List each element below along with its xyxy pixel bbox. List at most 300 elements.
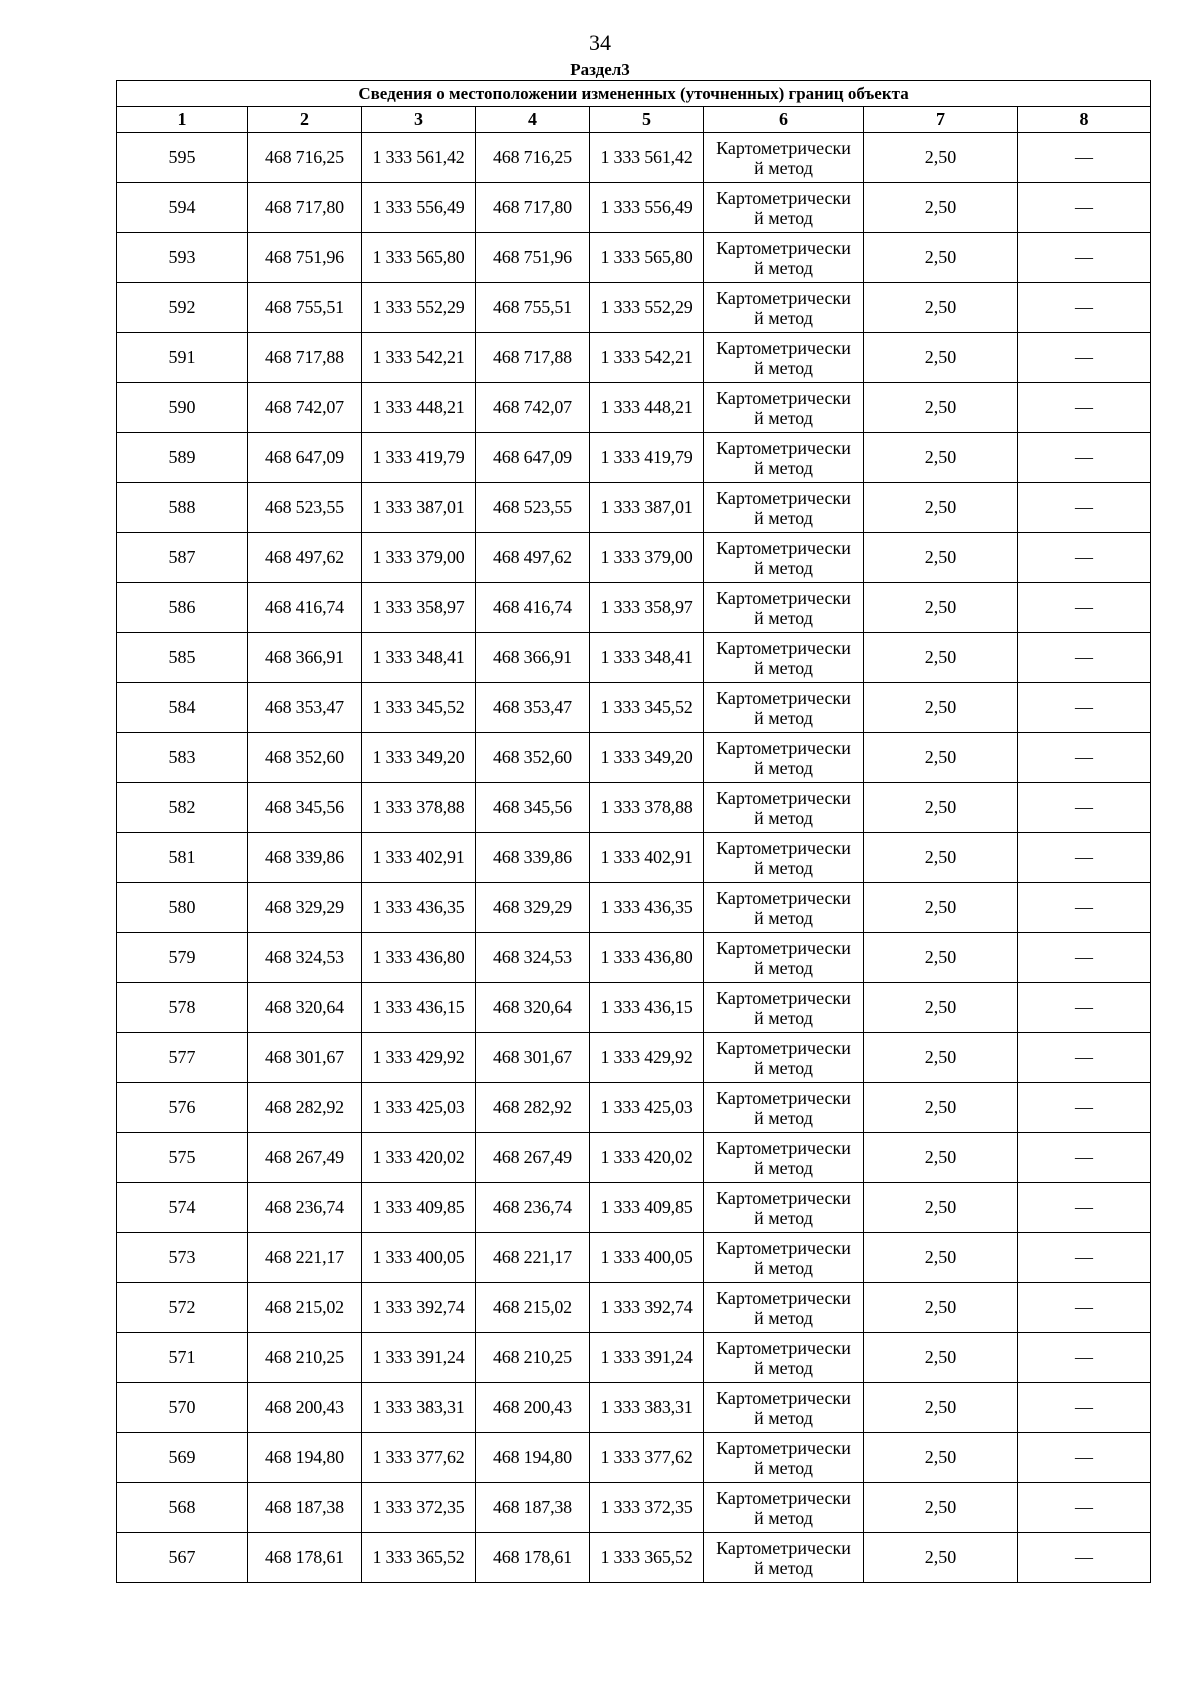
- table-row: [117, 933, 1151, 983]
- refined-y-cell: 1 333 400,05: [590, 1233, 704, 1283]
- method-line-1: Картометрически: [716, 387, 851, 408]
- refined-x-cell: 468 339,86: [476, 833, 590, 883]
- note-cell: —: [1018, 183, 1151, 233]
- method-line-2: й метод: [754, 557, 813, 578]
- existing-x-cell: 468 301,67: [248, 1033, 362, 1083]
- method-line-1: Картометрически: [716, 287, 851, 308]
- refined-x-cell: 468 267,49: [476, 1133, 590, 1183]
- existing-x-cell: 468 352,60: [248, 733, 362, 783]
- existing-y-cell: 1 333 378,88: [362, 783, 476, 833]
- table-body: [117, 133, 1151, 1583]
- method-cell: [704, 133, 864, 183]
- table-row: [117, 583, 1151, 633]
- existing-x-cell: 468 523,55: [248, 483, 362, 533]
- accuracy-cell: 2,50: [864, 1033, 1018, 1083]
- existing-x-cell: 468 215,02: [248, 1283, 362, 1333]
- existing-x-cell: 468 717,80: [248, 183, 362, 233]
- refined-x-cell: 468 221,17: [476, 1233, 590, 1283]
- method-line-2: й метод: [754, 757, 813, 778]
- note-cell: —: [1018, 533, 1151, 583]
- existing-x-cell: 468 210,25: [248, 1333, 362, 1383]
- method-line-2: й метод: [754, 657, 813, 678]
- method-cell: [704, 233, 864, 283]
- point-number-cell: 581: [117, 833, 248, 883]
- existing-y-cell: 1 333 383,31: [362, 1383, 476, 1433]
- accuracy-cell: 2,50: [864, 333, 1018, 383]
- table-caption: Сведения о местоположении измененных (уточненных) границ объекта: [117, 81, 1151, 107]
- method-line-2: й метод: [754, 1357, 813, 1378]
- accuracy-cell: 2,50: [864, 433, 1018, 483]
- refined-y-cell: 1 333 552,29: [590, 283, 704, 333]
- existing-y-cell: 1 333 556,49: [362, 183, 476, 233]
- note-cell: —: [1018, 1283, 1151, 1333]
- table-row: [117, 833, 1151, 883]
- refined-x-cell: 468 716,25: [476, 133, 590, 183]
- method-cell: [704, 433, 864, 483]
- method-line-2: й метод: [754, 407, 813, 428]
- column-number: 8: [1018, 107, 1151, 133]
- refined-x-cell: 468 345,56: [476, 783, 590, 833]
- accuracy-cell: 2,50: [864, 533, 1018, 583]
- existing-y-cell: 1 333 377,62: [362, 1433, 476, 1483]
- method-line-2: й метод: [754, 957, 813, 978]
- refined-y-cell: 1 333 392,74: [590, 1283, 704, 1333]
- point-number-cell: 580: [117, 883, 248, 933]
- refined-y-cell: 1 333 377,62: [590, 1433, 704, 1483]
- refined-x-cell: 468 497,62: [476, 533, 590, 583]
- point-number-cell: 594: [117, 183, 248, 233]
- method-line-2: й метод: [754, 257, 813, 278]
- accuracy-cell: 2,50: [864, 233, 1018, 283]
- accuracy-cell: 2,50: [864, 1283, 1018, 1333]
- accuracy-cell: 2,50: [864, 1233, 1018, 1283]
- refined-y-cell: 1 333 561,42: [590, 133, 704, 183]
- note-cell: —: [1018, 833, 1151, 883]
- refined-x-cell: 468 200,43: [476, 1383, 590, 1433]
- accuracy-cell: 2,50: [864, 933, 1018, 983]
- point-number-cell: 591: [117, 333, 248, 383]
- column-number: 3: [362, 107, 476, 133]
- point-number-cell: 593: [117, 233, 248, 283]
- refined-x-cell: 468 301,67: [476, 1033, 590, 1083]
- table-row: [117, 433, 1151, 483]
- point-number-cell: 572: [117, 1283, 248, 1333]
- note-cell: —: [1018, 283, 1151, 333]
- note-cell: —: [1018, 1383, 1151, 1433]
- point-number-cell: 584: [117, 683, 248, 733]
- method-line-2: й метод: [754, 1457, 813, 1478]
- method-line-1: Картометрически: [716, 837, 851, 858]
- accuracy-cell: 2,50: [864, 1383, 1018, 1433]
- method-line-2: й метод: [754, 1207, 813, 1228]
- table-row: [117, 1383, 1151, 1433]
- point-number-cell: 587: [117, 533, 248, 583]
- method-line-1: Картометрически: [716, 487, 851, 508]
- existing-y-cell: 1 333 409,85: [362, 1183, 476, 1233]
- method-line-2: й метод: [754, 707, 813, 728]
- method-line-1: Картометрически: [716, 237, 851, 258]
- existing-y-cell: 1 333 379,00: [362, 533, 476, 583]
- method-cell: [704, 1333, 864, 1383]
- refined-y-cell: 1 333 436,15: [590, 983, 704, 1033]
- existing-y-cell: 1 333 400,05: [362, 1233, 476, 1283]
- point-number-cell: 568: [117, 1483, 248, 1533]
- existing-y-cell: 1 333 349,20: [362, 733, 476, 783]
- column-number: 5: [590, 107, 704, 133]
- note-cell: —: [1018, 883, 1151, 933]
- existing-x-cell: 468 345,56: [248, 783, 362, 833]
- table-row: [117, 133, 1151, 183]
- note-cell: —: [1018, 1033, 1151, 1083]
- method-line-1: Картометрически: [716, 787, 851, 808]
- refined-x-cell: 468 329,29: [476, 883, 590, 933]
- table-row: [117, 1283, 1151, 1333]
- method-line-1: Картометрически: [716, 1537, 851, 1558]
- method-cell: [704, 1133, 864, 1183]
- method-line-2: й метод: [754, 907, 813, 928]
- existing-y-cell: 1 333 420,02: [362, 1133, 476, 1183]
- method-line-2: й метод: [754, 207, 813, 228]
- method-cell: [704, 833, 864, 883]
- existing-x-cell: 468 339,86: [248, 833, 362, 883]
- existing-x-cell: 468 194,80: [248, 1433, 362, 1483]
- method-cell: [704, 1383, 864, 1433]
- table-row: [117, 1183, 1151, 1233]
- existing-y-cell: 1 333 542,21: [362, 333, 476, 383]
- method-line-1: Картометрически: [716, 1437, 851, 1458]
- accuracy-cell: 2,50: [864, 1433, 1018, 1483]
- point-number-cell: 592: [117, 283, 248, 333]
- method-line-1: Картометрически: [716, 537, 851, 558]
- note-cell: —: [1018, 783, 1151, 833]
- method-cell: [704, 283, 864, 333]
- existing-y-cell: 1 333 345,52: [362, 683, 476, 733]
- refined-y-cell: 1 333 372,35: [590, 1483, 704, 1533]
- point-number-cell: 577: [117, 1033, 248, 1083]
- existing-x-cell: 468 320,64: [248, 983, 362, 1033]
- table-row: [117, 733, 1151, 783]
- accuracy-cell: 2,50: [864, 883, 1018, 933]
- refined-x-cell: 468 282,92: [476, 1083, 590, 1133]
- accuracy-cell: 2,50: [864, 583, 1018, 633]
- refined-y-cell: 1 333 391,24: [590, 1333, 704, 1383]
- method-line-1: Картометрически: [716, 437, 851, 458]
- existing-y-cell: 1 333 419,79: [362, 433, 476, 483]
- note-cell: —: [1018, 133, 1151, 183]
- existing-y-cell: 1 333 358,97: [362, 583, 476, 633]
- refined-y-cell: 1 333 379,00: [590, 533, 704, 583]
- existing-y-cell: 1 333 436,15: [362, 983, 476, 1033]
- note-cell: —: [1018, 683, 1151, 733]
- refined-x-cell: 468 320,64: [476, 983, 590, 1033]
- method-line-1: Картометрически: [716, 737, 851, 758]
- refined-x-cell: 468 194,80: [476, 1433, 590, 1483]
- refined-x-cell: 468 647,09: [476, 433, 590, 483]
- existing-x-cell: 468 366,91: [248, 633, 362, 683]
- existing-y-cell: 1 333 436,80: [362, 933, 476, 983]
- note-cell: —: [1018, 1133, 1151, 1183]
- refined-x-cell: 468 353,47: [476, 683, 590, 733]
- accuracy-cell: 2,50: [864, 1133, 1018, 1183]
- point-number-cell: 576: [117, 1083, 248, 1133]
- table-row: [117, 383, 1151, 433]
- existing-y-cell: 1 333 448,21: [362, 383, 476, 433]
- point-number-cell: 586: [117, 583, 248, 633]
- existing-x-cell: 468 742,07: [248, 383, 362, 433]
- method-line-1: Картометрически: [716, 1387, 851, 1408]
- note-cell: —: [1018, 733, 1151, 783]
- existing-x-cell: 468 329,29: [248, 883, 362, 933]
- existing-x-cell: 468 751,96: [248, 233, 362, 283]
- refined-x-cell: 468 742,07: [476, 383, 590, 433]
- method-line-2: й метод: [754, 1057, 813, 1078]
- table-row: [117, 783, 1151, 833]
- refined-x-cell: 468 416,74: [476, 583, 590, 633]
- method-cell: [704, 733, 864, 783]
- existing-x-cell: 468 221,17: [248, 1233, 362, 1283]
- note-cell: —: [1018, 1433, 1151, 1483]
- table-row: [117, 1233, 1151, 1283]
- method-line-2: й метод: [754, 807, 813, 828]
- method-line-2: й метод: [754, 457, 813, 478]
- point-number-cell: 570: [117, 1383, 248, 1433]
- existing-y-cell: 1 333 348,41: [362, 633, 476, 683]
- accuracy-cell: 2,50: [864, 183, 1018, 233]
- refined-y-cell: 1 333 345,52: [590, 683, 704, 733]
- section-title: Раздел3: [570, 60, 630, 79]
- table-row: [117, 633, 1151, 683]
- accuracy-cell: 2,50: [864, 1533, 1018, 1583]
- note-cell: —: [1018, 1333, 1151, 1383]
- method-cell: [704, 183, 864, 233]
- point-number-cell: 595: [117, 133, 248, 183]
- method-cell: [704, 483, 864, 533]
- existing-x-cell: 468 755,51: [248, 283, 362, 333]
- accuracy-cell: 2,50: [864, 1183, 1018, 1233]
- column-numbers-row: [117, 107, 1151, 133]
- point-number-cell: 583: [117, 733, 248, 783]
- refined-x-cell: 468 178,61: [476, 1533, 590, 1583]
- method-line-1: Картометрически: [716, 1487, 851, 1508]
- column-number: 2: [248, 107, 362, 133]
- method-line-2: й метод: [754, 1107, 813, 1128]
- method-cell: [704, 1433, 864, 1483]
- refined-x-cell: 468 215,02: [476, 1283, 590, 1333]
- column-number: 6: [704, 107, 864, 133]
- table-row: [117, 233, 1151, 283]
- table-caption-row: [117, 81, 1151, 107]
- existing-y-cell: 1 333 402,91: [362, 833, 476, 883]
- method-line-1: Картометрически: [716, 1187, 851, 1208]
- point-number-cell: 573: [117, 1233, 248, 1283]
- point-number-cell: 575: [117, 1133, 248, 1183]
- existing-x-cell: 468 717,88: [248, 333, 362, 383]
- refined-y-cell: 1 333 349,20: [590, 733, 704, 783]
- refined-y-cell: 1 333 448,21: [590, 383, 704, 433]
- existing-x-cell: 468 282,92: [248, 1083, 362, 1133]
- accuracy-cell: 2,50: [864, 983, 1018, 1033]
- refined-x-cell: 468 187,38: [476, 1483, 590, 1533]
- note-cell: —: [1018, 233, 1151, 283]
- refined-y-cell: 1 333 358,97: [590, 583, 704, 633]
- refined-y-cell: 1 333 387,01: [590, 483, 704, 533]
- method-line-1: Картометрически: [716, 1287, 851, 1308]
- refined-x-cell: 468 523,55: [476, 483, 590, 533]
- method-cell: [704, 783, 864, 833]
- method-line-2: й метод: [754, 357, 813, 378]
- method-line-2: й метод: [754, 607, 813, 628]
- point-number-cell: 579: [117, 933, 248, 983]
- point-number-cell: 585: [117, 633, 248, 683]
- note-cell: —: [1018, 933, 1151, 983]
- refined-y-cell: 1 333 383,31: [590, 1383, 704, 1433]
- refined-x-cell: 468 352,60: [476, 733, 590, 783]
- method-cell: [704, 1233, 864, 1283]
- method-line-1: Картометрически: [716, 887, 851, 908]
- table-row: [117, 683, 1151, 733]
- table-row: [117, 183, 1151, 233]
- point-number-cell: 588: [117, 483, 248, 533]
- note-cell: —: [1018, 333, 1151, 383]
- method-line-1: Картометрически: [716, 637, 851, 658]
- method-cell: [704, 883, 864, 933]
- existing-x-cell: 468 497,62: [248, 533, 362, 583]
- method-line-2: й метод: [754, 1407, 813, 1428]
- accuracy-cell: 2,50: [864, 633, 1018, 683]
- point-number-cell: 578: [117, 983, 248, 1033]
- existing-x-cell: 468 416,74: [248, 583, 362, 633]
- table-row: [117, 1333, 1151, 1383]
- accuracy-cell: 2,50: [864, 133, 1018, 183]
- refined-y-cell: 1 333 378,88: [590, 783, 704, 833]
- method-line-1: Картометрически: [716, 937, 851, 958]
- method-line-1: Картометрически: [716, 187, 851, 208]
- refined-y-cell: 1 333 542,21: [590, 333, 704, 383]
- existing-y-cell: 1 333 561,42: [362, 133, 476, 183]
- table-row: [117, 283, 1151, 333]
- note-cell: —: [1018, 1083, 1151, 1133]
- refined-y-cell: 1 333 348,41: [590, 633, 704, 683]
- refined-y-cell: 1 333 425,03: [590, 1083, 704, 1133]
- method-line-1: Картометрически: [716, 1037, 851, 1058]
- accuracy-cell: 2,50: [864, 683, 1018, 733]
- method-cell: [704, 1283, 864, 1333]
- refined-x-cell: 468 324,53: [476, 933, 590, 983]
- table-row: [117, 533, 1151, 583]
- column-number: 1: [117, 107, 248, 133]
- refined-y-cell: 1 333 365,52: [590, 1533, 704, 1583]
- accuracy-cell: 2,50: [864, 783, 1018, 833]
- method-line-2: й метод: [754, 1557, 813, 1578]
- column-number: 7: [864, 107, 1018, 133]
- point-number-cell: 582: [117, 783, 248, 833]
- note-cell: —: [1018, 583, 1151, 633]
- method-line-2: й метод: [754, 1007, 813, 1028]
- accuracy-cell: 2,50: [864, 383, 1018, 433]
- note-cell: —: [1018, 1183, 1151, 1233]
- table-row: [117, 1133, 1151, 1183]
- table-row: [117, 1083, 1151, 1133]
- table-row: [117, 333, 1151, 383]
- refined-y-cell: 1 333 436,35: [590, 883, 704, 933]
- note-cell: —: [1018, 433, 1151, 483]
- method-line-1: Картометрически: [716, 1087, 851, 1108]
- method-line-1: Картометрически: [716, 587, 851, 608]
- method-line-2: й метод: [754, 1257, 813, 1278]
- method-line-2: й метод: [754, 507, 813, 528]
- method-cell: [704, 383, 864, 433]
- method-cell: [704, 1183, 864, 1233]
- method-line-2: й метод: [754, 857, 813, 878]
- table-row: [117, 483, 1151, 533]
- existing-x-cell: 468 353,47: [248, 683, 362, 733]
- method-cell: [704, 583, 864, 633]
- column-number: 4: [476, 107, 590, 133]
- method-cell: [704, 533, 864, 583]
- refined-y-cell: 1 333 565,80: [590, 233, 704, 283]
- note-cell: —: [1018, 1483, 1151, 1533]
- table-row: [117, 1533, 1151, 1583]
- note-cell: —: [1018, 633, 1151, 683]
- method-cell: [704, 1533, 864, 1583]
- method-line-1: Картометрически: [716, 1137, 851, 1158]
- method-line-1: Картометрически: [716, 337, 851, 358]
- point-number-cell: 590: [117, 383, 248, 433]
- table-row: [117, 1433, 1151, 1483]
- method-cell: [704, 983, 864, 1033]
- table-row: [117, 1033, 1151, 1083]
- method-line-2: й метод: [754, 157, 813, 178]
- refined-x-cell: 468 755,51: [476, 283, 590, 333]
- accuracy-cell: 2,50: [864, 483, 1018, 533]
- method-line-2: й метод: [754, 1307, 813, 1328]
- method-line-1: Картометрически: [716, 687, 851, 708]
- method-line-2: й метод: [754, 1507, 813, 1528]
- method-line-1: Картометрически: [716, 1237, 851, 1258]
- table-row: [117, 1483, 1151, 1533]
- existing-y-cell: 1 333 372,35: [362, 1483, 476, 1533]
- method-cell: [704, 633, 864, 683]
- existing-x-cell: 468 716,25: [248, 133, 362, 183]
- existing-y-cell: 1 333 365,52: [362, 1533, 476, 1583]
- point-number-cell: 574: [117, 1183, 248, 1233]
- method-line-2: й метод: [754, 1157, 813, 1178]
- accuracy-cell: 2,50: [864, 1333, 1018, 1383]
- method-line-1: Картометрически: [716, 137, 851, 158]
- page-number: 34: [589, 30, 611, 55]
- boundary-coordinates-table: [116, 80, 1151, 1583]
- table-row: [117, 983, 1151, 1033]
- method-cell: [704, 683, 864, 733]
- refined-y-cell: 1 333 409,85: [590, 1183, 704, 1233]
- table-row: [117, 883, 1151, 933]
- existing-x-cell: 468 200,43: [248, 1383, 362, 1433]
- method-line-1: Картометрически: [716, 1337, 851, 1358]
- existing-x-cell: 468 324,53: [248, 933, 362, 983]
- existing-x-cell: 468 236,74: [248, 1183, 362, 1233]
- existing-y-cell: 1 333 392,74: [362, 1283, 476, 1333]
- refined-y-cell: 1 333 402,91: [590, 833, 704, 883]
- point-number-cell: 571: [117, 1333, 248, 1383]
- accuracy-cell: 2,50: [864, 833, 1018, 883]
- existing-x-cell: 468 647,09: [248, 433, 362, 483]
- existing-y-cell: 1 333 387,01: [362, 483, 476, 533]
- point-number-cell: 567: [117, 1533, 248, 1583]
- note-cell: —: [1018, 983, 1151, 1033]
- refined-x-cell: 468 717,88: [476, 333, 590, 383]
- existing-x-cell: 468 187,38: [248, 1483, 362, 1533]
- note-cell: —: [1018, 1533, 1151, 1583]
